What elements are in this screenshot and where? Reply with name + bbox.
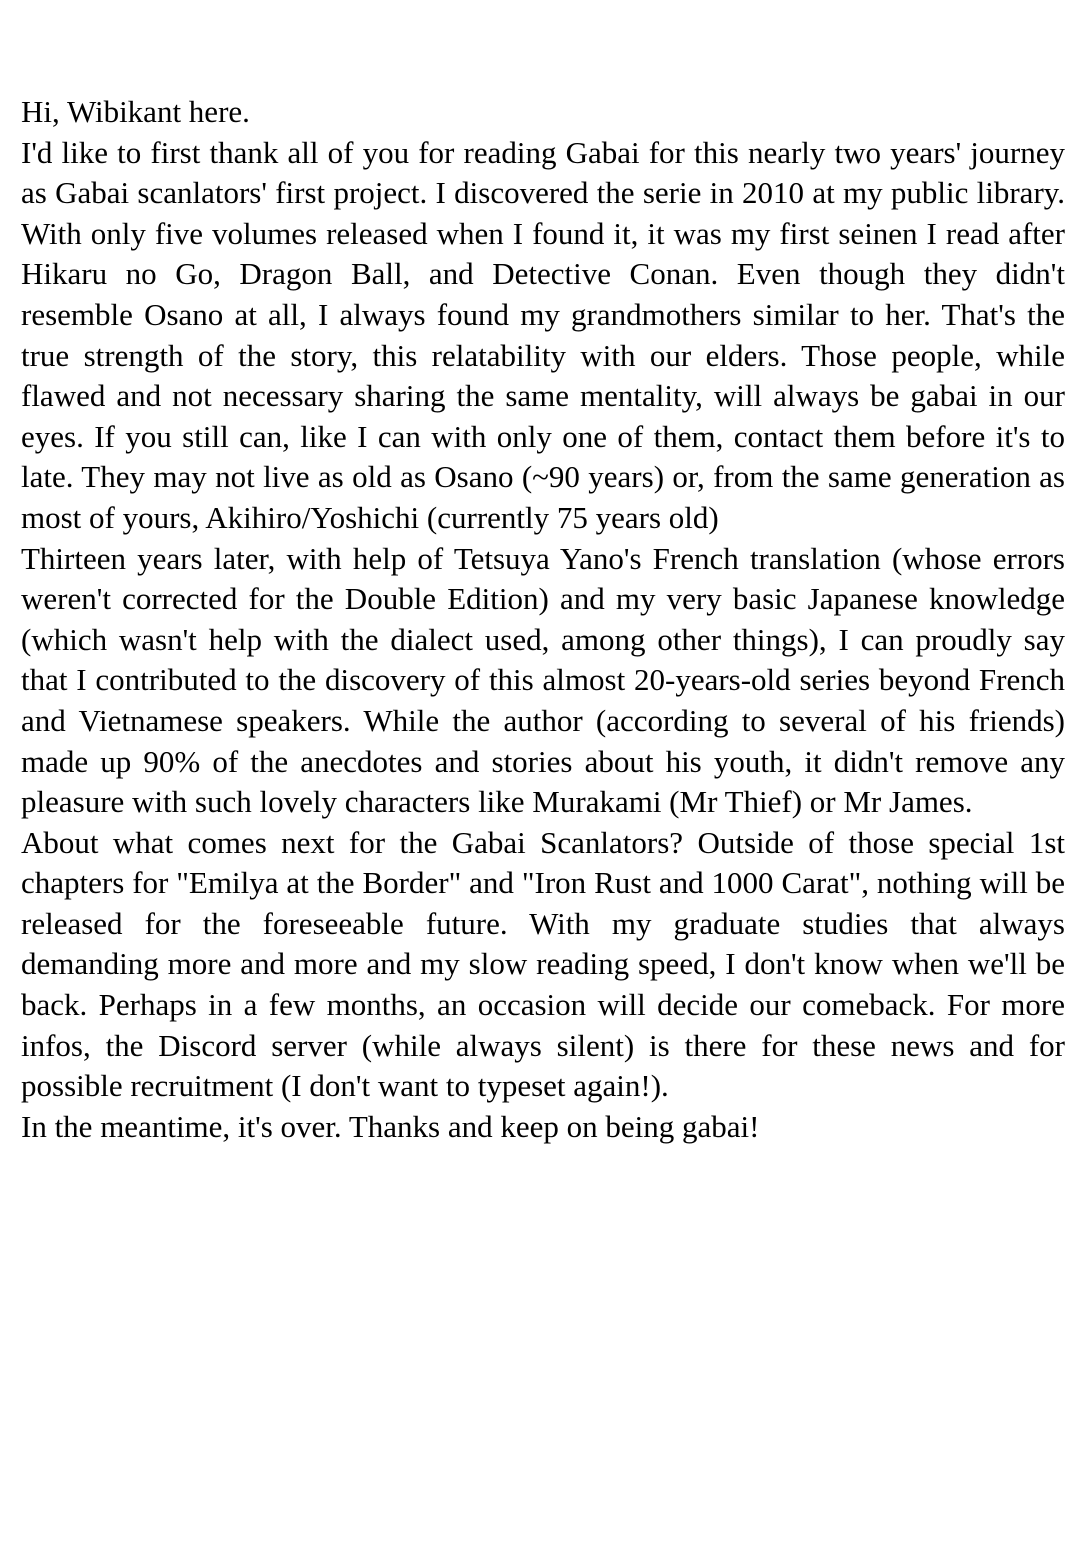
letter-paragraph-intro: I'd like to first thank all of you for reading Gabai for this nearly two years' journey as Gabai scanlators' first project. I discovered the serie in 2010 at my public library. With only five volumes released when I found it, it was my first seinen I read after Hikaru no Go, Dragon Ball, and Detective Conan. Even though they didn't resemble Osano at all, I always found my grandmothers similar to her. That's the true strength of the story, this relatability with our elders. Those people, while flawed and not necessary sharing the same mentality, will always be gabai in our eyes. If you still can, like I can with only one of them, contact them before it's to late. They may not live as old as Osano (~90 years) or, from the same generation as most of yours, Akihiro/Yoshichi (currently 75 years old) [21,134,1065,535]
letter-paragraph-future: About what comes next for the Gabai Scanlators? Outside of those special 1st chapters for "Emilya at the Border" and "Iron Rust and 1000 Carat", nothing will be released for the foreseeable future. With my graduate studies that always demanding more and more and my slow reading speed, I don't know when we'll be back. Perhaps in a few months, an occasion will decide our comeback. For more infos, the Discord server (while always silent) is there for these news and for possible recruitment (I don't want to typeset again!). [21,824,1065,1104]
letter-paragraph-closing: In the meantime, it's over. Thanks and keep on being gabai! [21,1108,760,1144]
letter-greeting: Hi, Wibikant here. [21,94,250,129]
letter-page [21,92,1065,1147]
letter-paragraph-translation: Thirteen years later, with help of Tetsuya Yano's French translation (whose errors weren't corrected for the Double Edition) and my very basic Japanese knowledge (which wasn't help with the dialect used, among other things), I can proudly say that I contributed to the discovery of this almost 20-years-old series beyond French and Vietnamese speakers. While the author (according to several of his friends) made up 90% of the anecdotes and stories about his youth, it didn't remove any pleasure with such lovely characters like Murakami (Mr Thief) or Mr James. [21,540,1065,820]
